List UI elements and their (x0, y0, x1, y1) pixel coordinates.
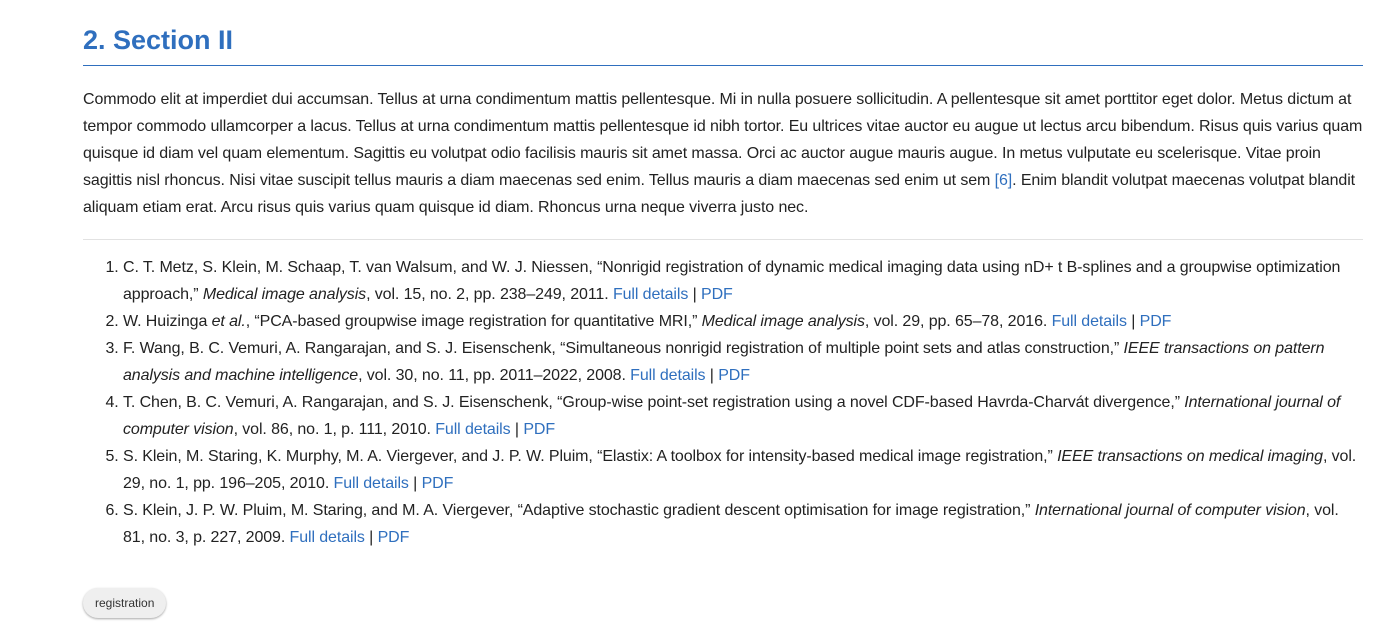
citation-link[interactable]: [6] (994, 172, 1013, 189)
reference-item (123, 497, 1363, 551)
link-separator: | (692, 286, 697, 303)
reference-details: , vol. 81, no. 3, p. 227, 2009. (123, 502, 1339, 546)
reference-authors: S. Klein, M. Staring, K. Murphy, M. A. Viergever, and J. P. W. Pluim, (123, 448, 598, 465)
reference-details: , vol. 29, pp. 65–78, 2016. (864, 313, 1052, 330)
reference-journal: IEEE transactions on medical imaging (1057, 448, 1323, 465)
reference-authors: F. Wang, B. C. Vemuri, A. Rangarajan, and S. J. Eisenschenk, (123, 340, 561, 357)
reference-title: “Group-wise point-set registration using a novel CDF-based Havrda-Charvát divergence,” (557, 394, 1185, 411)
pdf-link[interactable]: PDF (421, 475, 454, 492)
reference-journal: IEEE transactions on pattern analysis and machine intelligence (123, 340, 1325, 384)
reference-details: , vol. 15, no. 2, pp. 238–249, 2011. (366, 286, 613, 303)
reference-authors: C. T. Metz, S. Klein, M. Schaap, T. van Walsum, and W. J. Niessen, (123, 259, 598, 276)
link-separator: | (514, 421, 519, 438)
link-separator: | (709, 367, 714, 384)
full-details-link[interactable]: Full details (333, 475, 409, 492)
pdf-link[interactable]: PDF (701, 286, 733, 303)
reference-title: “Nonrigid registration of dynamic medical imaging data using nD+ t B-splines and a groupwise optimization approach,” (123, 259, 1341, 303)
reference-item (123, 254, 1363, 308)
section-paragraph (83, 86, 1363, 221)
link-separator: | (413, 475, 418, 492)
reference-item (123, 389, 1363, 443)
reference-details: , vol. 86, no. 1, p. 111, 2010. (233, 421, 436, 438)
article-content (83, 22, 1363, 551)
reference-item (123, 335, 1363, 389)
link-separator: | (369, 529, 374, 546)
full-details-link[interactable]: Full details (1051, 313, 1127, 330)
full-details-link[interactable]: Full details (289, 529, 365, 546)
pdf-link[interactable]: PDF (523, 421, 556, 438)
tag-registration[interactable]: registration (83, 588, 166, 618)
paragraph-text-after: . Enim blandit volutpat maecenas volutpat blandit aliquam etiam erat. Arcu risus quis varius quam quisque id diam. Rhoncus urna neque viverra justo nec. (83, 172, 1356, 216)
reference-journal: Medical image analysis (701, 313, 865, 330)
pdf-link[interactable]: PDF (377, 529, 410, 546)
pdf-link[interactable]: PDF (718, 367, 750, 384)
reference-etal: et al. (211, 313, 246, 330)
reference-journal: Medical image analysis (202, 286, 367, 303)
link-separator: | (1131, 313, 1136, 330)
reference-item (123, 443, 1363, 497)
full-details-link[interactable]: Full details (630, 367, 706, 384)
reference-journal: International journal of computer vision (123, 394, 1341, 438)
reference-details: , vol. 29, no. 1, pp. 196–205, 2010. (123, 448, 1357, 492)
paragraph-text-before: Commodo elit at imperdiet dui accumsan. Tellus at urna condimentum mattis pellentesque. Mi in nulla posuere sollicitudin. A pellentesque sit amet porttitor eget dolor. Metus dictum at tempor commodo ullamcorper a lacus. Tellus at urna condimentum mattis pellentesque id nibh tortor. Eu ultrices vitae auctor eu augue ut lectus arcu bibendum. Risus quis varius quam quisque id diam vel quam elementum. Sagittis eu volutpat odio facilisis mauris sit amet massa. Orci ac auctor augue mauris augue. In metus vulputate eu scelerisque. Vitae proin sagittis nisl rhoncus. Nisi vitae suscipit tellus mauris a diam maecenas sed enim. Tellus mauris a diam maecenas sed enim ut sem (83, 91, 1363, 189)
reference-authors: T. Chen, B. C. Vemuri, A. Rangarajan, and S. J. Eisenschenk, (123, 394, 558, 411)
pdf-link[interactable]: PDF (1139, 313, 1172, 330)
full-details-link[interactable]: Full details (435, 421, 511, 438)
reference-details: , vol. 30, no. 11, pp. 2011–2022, 2008. (358, 367, 631, 384)
section-title: 2. Section II (83, 22, 1363, 66)
reference-title: , “PCA-based groupwise image registration for quantitative MRI,” (245, 313, 702, 330)
reference-item (123, 308, 1363, 335)
reference-title: “Simultaneous nonrigid registration of multiple point sets and atlas construction,” (560, 340, 1124, 357)
reference-title: “Elastix: A toolbox for intensity-based medical image registration,” (597, 448, 1058, 465)
reference-title: “Adaptive stochastic gradient descent optimisation for image registration,” (517, 502, 1035, 519)
reference-journal: International journal of computer vision (1034, 502, 1306, 519)
full-details-link[interactable]: Full details (612, 286, 689, 303)
references-divider (83, 239, 1363, 240)
references-list (83, 254, 1363, 551)
reference-authors: W. Huizinga (123, 313, 212, 330)
reference-authors: S. Klein, J. P. W. Pluim, M. Staring, and M. A. Viergever, (123, 502, 518, 519)
